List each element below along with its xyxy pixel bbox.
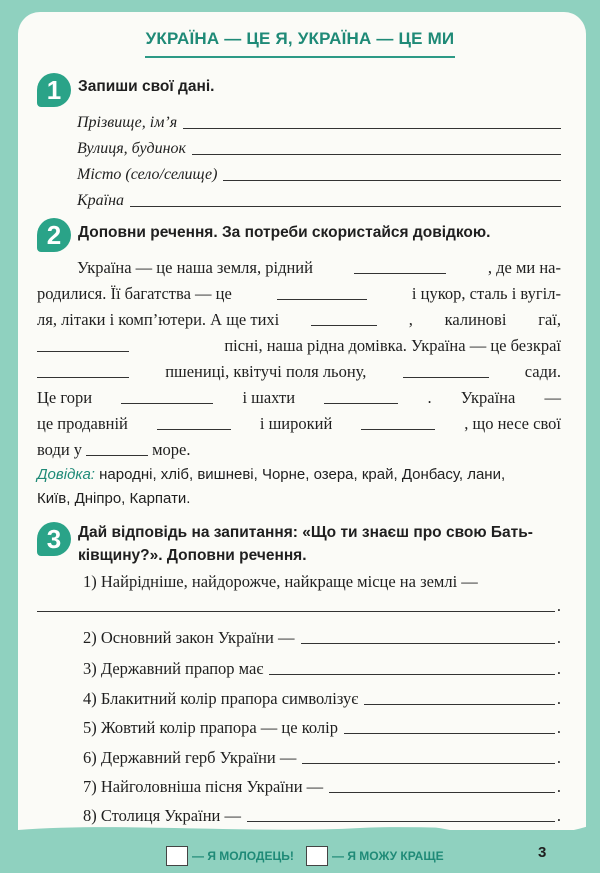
blank-2[interactable]	[277, 299, 367, 300]
task-number-badge-3: 3	[37, 522, 71, 556]
country-field[interactable]	[77, 186, 561, 210]
blank-11[interactable]	[86, 455, 148, 456]
text-fragment: море.	[152, 440, 191, 459]
hint-label: Довідка:	[37, 466, 95, 483]
answer-line	[329, 792, 555, 793]
end-mark: .	[556, 596, 561, 615]
blank-7[interactable]	[121, 403, 213, 404]
task-number-badge-2: 2	[37, 218, 71, 252]
street-line	[192, 154, 561, 155]
question-8[interactable]	[83, 802, 561, 826]
blank-5[interactable]	[37, 377, 129, 378]
text-fragment: води у	[37, 440, 83, 459]
self-check-better-label: — Я МОЖУ КРАЩЕ	[332, 849, 444, 863]
question-2[interactable]	[83, 624, 561, 648]
question-5[interactable]	[83, 714, 561, 738]
blank-3[interactable]	[311, 325, 377, 326]
text-line-1	[77, 254, 561, 278]
text-fragment: і цукор, сталь і вугіл-	[411, 284, 561, 303]
city-field[interactable]	[77, 160, 561, 184]
end-mark: .	[556, 806, 561, 825]
text-fragment: і широкий	[259, 414, 333, 433]
text-line-5	[37, 358, 561, 382]
surname-label: Прізвище, ім’я	[77, 114, 178, 131]
question-1-answer[interactable]	[37, 592, 561, 616]
text-fragment: , де ми на-	[487, 258, 561, 277]
end-mark: .	[556, 659, 561, 678]
text-fragment: Україна — це наша земля, рідний	[77, 258, 313, 277]
text-fragment: —	[544, 388, 561, 407]
text-fragment: сади.	[524, 362, 561, 381]
end-mark: .	[556, 689, 561, 708]
answer-line	[302, 763, 555, 764]
city-label: Місто (село/селище)	[77, 166, 218, 183]
blank-4[interactable]	[37, 351, 129, 352]
hint-words-2: Київ, Дніпро, Карпати.	[37, 490, 191, 507]
text-fragment: Україна	[460, 388, 516, 407]
question-3[interactable]	[83, 655, 561, 679]
answer-line	[364, 704, 555, 705]
hint-line-1	[37, 466, 561, 483]
question-4[interactable]	[83, 685, 561, 709]
hint-line-2	[37, 490, 561, 507]
answer-line	[344, 733, 555, 734]
answer-line	[247, 821, 555, 822]
page-number: 3	[538, 844, 547, 861]
question-text: 5) Жовтий колір прапора — це колір	[83, 718, 338, 737]
text-fragment: калинові	[444, 310, 507, 329]
country-label: Країна	[77, 192, 125, 209]
checkbox-better[interactable]	[306, 846, 328, 866]
self-check-better[interactable]	[306, 846, 444, 866]
text-fragment: гаї,	[538, 310, 561, 329]
end-mark: .	[556, 748, 561, 767]
question-text: 7) Найголовніша пісня України —	[83, 777, 324, 796]
text-line-3	[37, 306, 561, 330]
text-line-6	[37, 384, 561, 408]
blank-6[interactable]	[403, 377, 489, 378]
street-field[interactable]	[77, 134, 561, 158]
self-check-great-label: — Я МОЛОДЕЦЬ!	[192, 849, 294, 863]
text-fragment: і шахти	[242, 388, 296, 407]
city-line	[223, 180, 561, 181]
question-text: 4) Блакитний колір прапора символізує	[83, 689, 359, 708]
answer-line	[269, 674, 554, 675]
question-1	[83, 568, 561, 592]
end-mark: .	[556, 628, 561, 647]
text-fragment: це продавній	[37, 414, 128, 433]
task2-heading: Доповни речення. За потреби скористайся довідкою.	[78, 224, 491, 241]
answer-line-1	[37, 611, 555, 612]
question-text: 8) Столиця України —	[83, 806, 241, 825]
checkbox-great[interactable]	[166, 846, 188, 866]
blank-9[interactable]	[157, 429, 231, 430]
question-text: 2) Основний закон України —	[83, 628, 295, 647]
page-title: УКРАЇНА — ЦЕ Я, УКРАЇНА — ЦЕ МИ	[145, 22, 455, 58]
answer-line	[301, 643, 555, 644]
task-number-badge-1: 1	[37, 73, 71, 107]
text-line-7	[37, 410, 561, 434]
question-text: 6) Державний герб України —	[83, 748, 297, 767]
end-mark: .	[556, 777, 561, 796]
text-fragment: Це гори	[37, 388, 93, 407]
text-fragment: пшениці, квітучі поля льону,	[165, 362, 367, 381]
task3-heading-line-2: ківщину?». Доповни речення.	[78, 547, 307, 564]
question-7[interactable]	[83, 773, 561, 797]
end-mark: .	[556, 718, 561, 737]
blank-8[interactable]	[324, 403, 398, 404]
text-fragment: родилися. Її багатства — це	[37, 284, 232, 303]
text-fragment: , що несе свої	[464, 414, 561, 433]
country-line	[130, 206, 561, 207]
blank-10[interactable]	[361, 429, 435, 430]
self-check-great[interactable]	[166, 846, 294, 866]
hint-words-1: народні, хліб, вишневі, Чорне, озера, край, Донбасу, лани,	[99, 466, 506, 483]
question-text: 3) Державний прапор має	[83, 659, 264, 678]
surname-field[interactable]	[77, 108, 561, 132]
text-fragment: .	[427, 388, 432, 407]
text-line-8	[37, 436, 561, 460]
blank-1[interactable]	[354, 273, 446, 274]
question-6[interactable]	[83, 744, 561, 768]
surname-line	[183, 128, 561, 129]
text-fragment: ,	[408, 310, 413, 329]
text-line-4	[37, 332, 561, 356]
street-label: Вулиця, будинок	[77, 140, 187, 157]
text-fragment: пісні, наша рідна домівка. Україна — це безкраї	[224, 336, 561, 355]
question-1-text: 1) Найрідніше, найдорожче, найкраще місце на землі —	[83, 572, 478, 591]
task1-heading: Запиши свої дані.	[78, 78, 215, 95]
text-line-2	[37, 280, 561, 304]
task3-heading-line-1: Дай відповідь на запитання: «Що ти знаєш про свою Бать-	[78, 524, 533, 541]
text-fragment: ля, літаки і комп’ютери. А ще тихі	[37, 310, 280, 329]
